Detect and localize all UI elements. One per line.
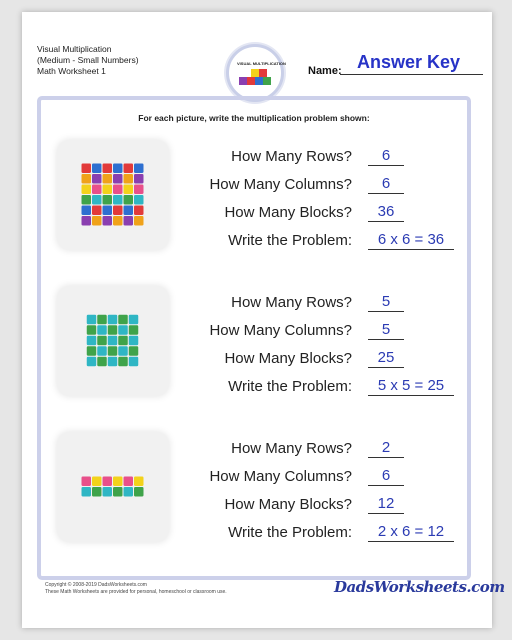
block [108,336,118,346]
block [103,477,113,487]
footer-copyright [45,582,227,596]
block [82,206,92,216]
block [124,216,134,226]
block [118,357,128,367]
block [87,325,97,335]
block [97,325,107,335]
question-problem: Write the Problem: [228,524,352,541]
title-line-3: Math Worksheet 1 [37,66,106,76]
block [92,164,102,174]
block [103,164,113,174]
name-label: Name: [308,65,342,77]
block [134,216,144,226]
block [129,315,139,325]
block [134,195,144,205]
question-rows: How Many Rows? [231,148,352,165]
title-line-2: (Medium - Small Numbers) [37,55,139,65]
answer-problem: 6 x 6 = 36 [368,230,454,250]
answer-key-heading: Answer Key [356,52,461,72]
block-picture [57,286,169,396]
block [124,185,134,195]
block [92,487,102,497]
block [87,357,97,367]
answer-blocks: 25 [368,348,404,368]
block [113,206,123,216]
block [87,336,97,346]
block [113,185,123,195]
block [124,487,134,497]
block [118,315,128,325]
block [97,346,107,356]
block [82,185,92,195]
block [118,325,128,335]
block [134,206,144,216]
block [82,216,92,226]
block [113,216,123,226]
block [134,487,144,497]
answer-problem: 2 x 6 = 12 [368,522,454,542]
block [108,357,118,367]
block [124,477,134,487]
block [108,315,118,325]
block [129,336,139,346]
block [118,346,128,356]
problem-3 [0,430,512,560]
problem-1 [0,138,512,268]
answer-rows: 6 [368,146,404,166]
question-blocks: How Many Blocks? [224,350,352,367]
block [82,195,92,205]
name-line [340,74,483,75]
answer-rows: 5 [368,292,404,312]
block [87,346,97,356]
visual-multiplication-logo [226,44,284,102]
block [129,325,139,335]
block [92,477,102,487]
block [108,325,118,335]
block [134,185,144,195]
block [82,174,92,184]
question-problem: Write the Problem: [228,378,352,395]
block [82,487,92,497]
answer-columns: 5 [368,320,404,340]
answer-problem: 5 x 5 = 25 [368,376,454,396]
block [134,477,144,487]
block [113,477,123,487]
block-picture [57,432,169,542]
block [82,477,92,487]
block [92,174,102,184]
block [124,195,134,205]
block [92,216,102,226]
block [118,336,128,346]
question-rows: How Many Rows? [231,440,352,457]
block [129,357,139,367]
worksheet-title [37,44,139,77]
block [103,174,113,184]
answer-blocks: 36 [368,202,404,222]
copyright-text: Copyright © 2008-2019 DadsWorksheets.com [45,582,147,588]
block [103,216,113,226]
block [103,487,113,497]
answer-columns: 6 [368,466,404,486]
logo-text: VISUAL MULTIPLICATION [237,61,286,66]
block [92,206,102,216]
block [103,185,113,195]
block [113,174,123,184]
block [92,195,102,205]
answer-blocks: 12 [368,494,404,514]
question-columns: How Many Columns? [209,468,352,485]
block-picture [57,140,169,250]
block [92,185,102,195]
block [124,164,134,174]
question-blocks: How Many Blocks? [224,204,352,221]
block [103,195,113,205]
block [103,206,113,216]
block [124,206,134,216]
block [108,346,118,356]
block [82,164,92,174]
question-rows: How Many Rows? [231,294,352,311]
block [134,164,144,174]
question-columns: How Many Columns? [209,176,352,193]
block [113,195,123,205]
block [113,487,123,497]
answer-rows: 2 [368,438,404,458]
question-blocks: How Many Blocks? [224,496,352,513]
usage-note: These Math Worksheets are provided for personal, homeschool or classroom use. [45,589,227,595]
block [87,315,97,325]
instructions: For each picture, write the multiplication problem shown: [138,113,370,123]
question-problem: Write the Problem: [228,232,352,249]
title-line-1: Visual Multiplication [37,44,112,54]
question-columns: How Many Columns? [209,322,352,339]
problem-2 [0,284,512,414]
block [134,174,144,184]
block [124,174,134,184]
block [129,346,139,356]
block [97,357,107,367]
block [97,336,107,346]
answer-columns: 6 [368,174,404,194]
dadsworksheets-logo: DadsWorksheets.com [334,578,505,596]
block [97,315,107,325]
block [113,164,123,174]
